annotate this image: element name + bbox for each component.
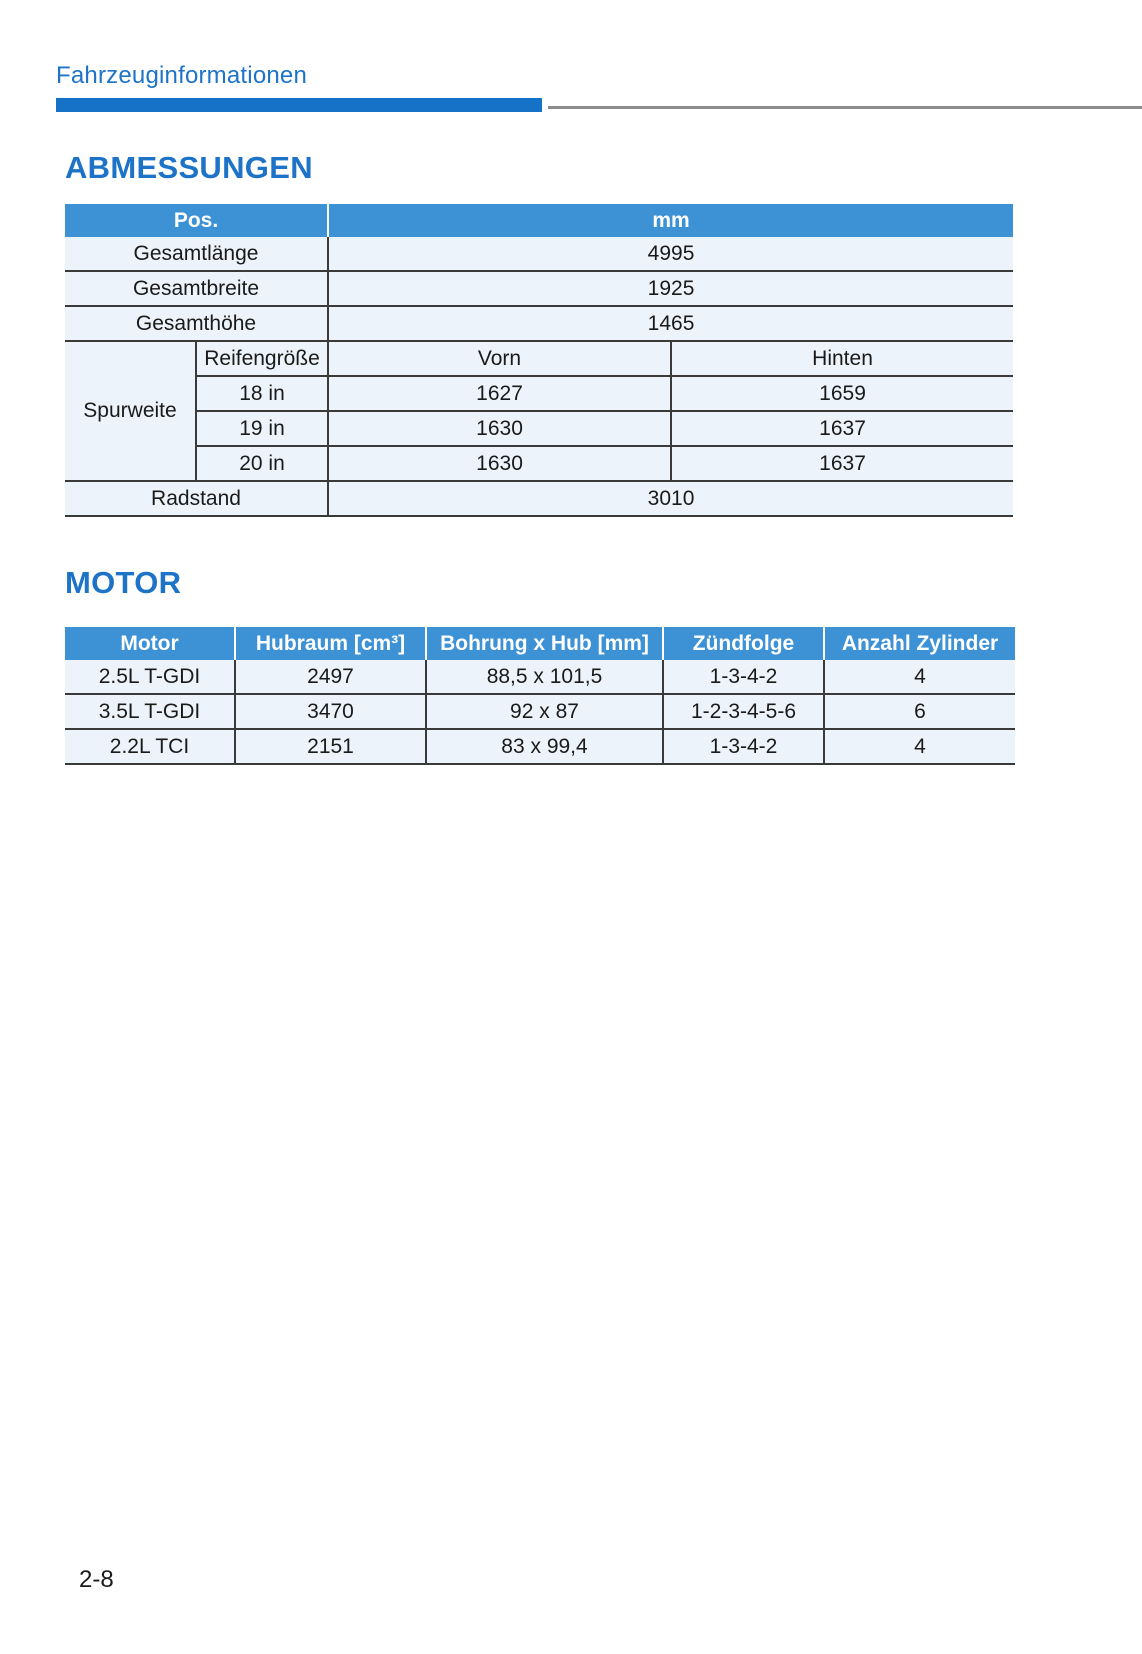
cell-firing-order: 1-2-3-4-5-6 <box>663 694 824 729</box>
track-front: 1630 <box>328 411 671 446</box>
cell-displacement: 2497 <box>235 660 426 694</box>
cell-motor: 2.2L TCI <box>65 729 235 764</box>
chapter-title: Fahrzeuginformationen <box>56 62 308 89</box>
header-rule-accent <box>56 98 542 112</box>
cell-displacement: 2151 <box>235 729 426 764</box>
table-row <box>65 237 1013 271</box>
table-row <box>65 411 1013 446</box>
column-header-motor: Motor <box>65 627 235 660</box>
column-header-displacement: Hubraum [cm³] <box>235 627 426 660</box>
rear-header: Hinten <box>671 341 1013 376</box>
front-header: Vorn <box>328 341 671 376</box>
table-row <box>65 376 1013 411</box>
table-header-row <box>65 204 1013 237</box>
cell-bore-stroke: 83 x 99,4 <box>426 729 663 764</box>
dimensions-table <box>65 204 1013 517</box>
section-title-dimensions: ABMESSUNGEN <box>65 150 313 185</box>
cell-firing-order: 1-3-4-2 <box>663 729 824 764</box>
row-label: Gesamtlänge <box>65 237 328 271</box>
track-front: 1627 <box>328 376 671 411</box>
cell-motor: 3.5L T-GDI <box>65 694 235 729</box>
track-rear: 1659 <box>671 376 1013 411</box>
cell-cylinders: 4 <box>824 729 1015 764</box>
row-label: Gesamthöhe <box>65 306 328 341</box>
page-number: 2-8 <box>79 1566 114 1593</box>
track-label: Spurweite <box>65 341 196 481</box>
column-header-pos: Pos. <box>65 204 328 237</box>
motor-table <box>65 627 1015 765</box>
header-rule <box>548 106 1142 109</box>
table-row <box>65 446 1013 481</box>
table-row <box>65 271 1013 306</box>
cell-displacement: 3470 <box>235 694 426 729</box>
table-row <box>65 660 1015 694</box>
cell-cylinders: 6 <box>824 694 1015 729</box>
cell-firing-order: 1-3-4-2 <box>663 660 824 694</box>
table-row <box>65 306 1013 341</box>
track-rear: 1637 <box>671 446 1013 481</box>
tire-size: 20 in <box>196 446 328 481</box>
table-row <box>65 694 1015 729</box>
row-value: 3010 <box>328 481 1013 516</box>
row-label: Radstand <box>65 481 328 516</box>
column-header-bore-stroke: Bohrung x Hub [mm] <box>426 627 663 660</box>
cell-motor: 2.5L T-GDI <box>65 660 235 694</box>
column-header-mm: mm <box>328 204 1013 237</box>
tire-size-header: Reifengröße <box>196 341 328 376</box>
track-rear: 1637 <box>671 411 1013 446</box>
table-row <box>65 729 1015 764</box>
cell-bore-stroke: 92 x 87 <box>426 694 663 729</box>
tire-size: 19 in <box>196 411 328 446</box>
table-header-row <box>65 627 1015 660</box>
track-front: 1630 <box>328 446 671 481</box>
cell-cylinders: 4 <box>824 660 1015 694</box>
row-label: Gesamtbreite <box>65 271 328 306</box>
column-header-cylinders: Anzahl Zylinder <box>824 627 1015 660</box>
row-value: 1465 <box>328 306 1013 341</box>
table-row <box>65 481 1013 516</box>
tire-size: 18 in <box>196 376 328 411</box>
table-row <box>65 341 1013 376</box>
row-value: 1925 <box>328 271 1013 306</box>
section-title-motor: MOTOR <box>65 565 182 600</box>
column-header-firing-order: Zündfolge <box>663 627 824 660</box>
row-value: 4995 <box>328 237 1013 271</box>
cell-bore-stroke: 88,5 x 101,5 <box>426 660 663 694</box>
